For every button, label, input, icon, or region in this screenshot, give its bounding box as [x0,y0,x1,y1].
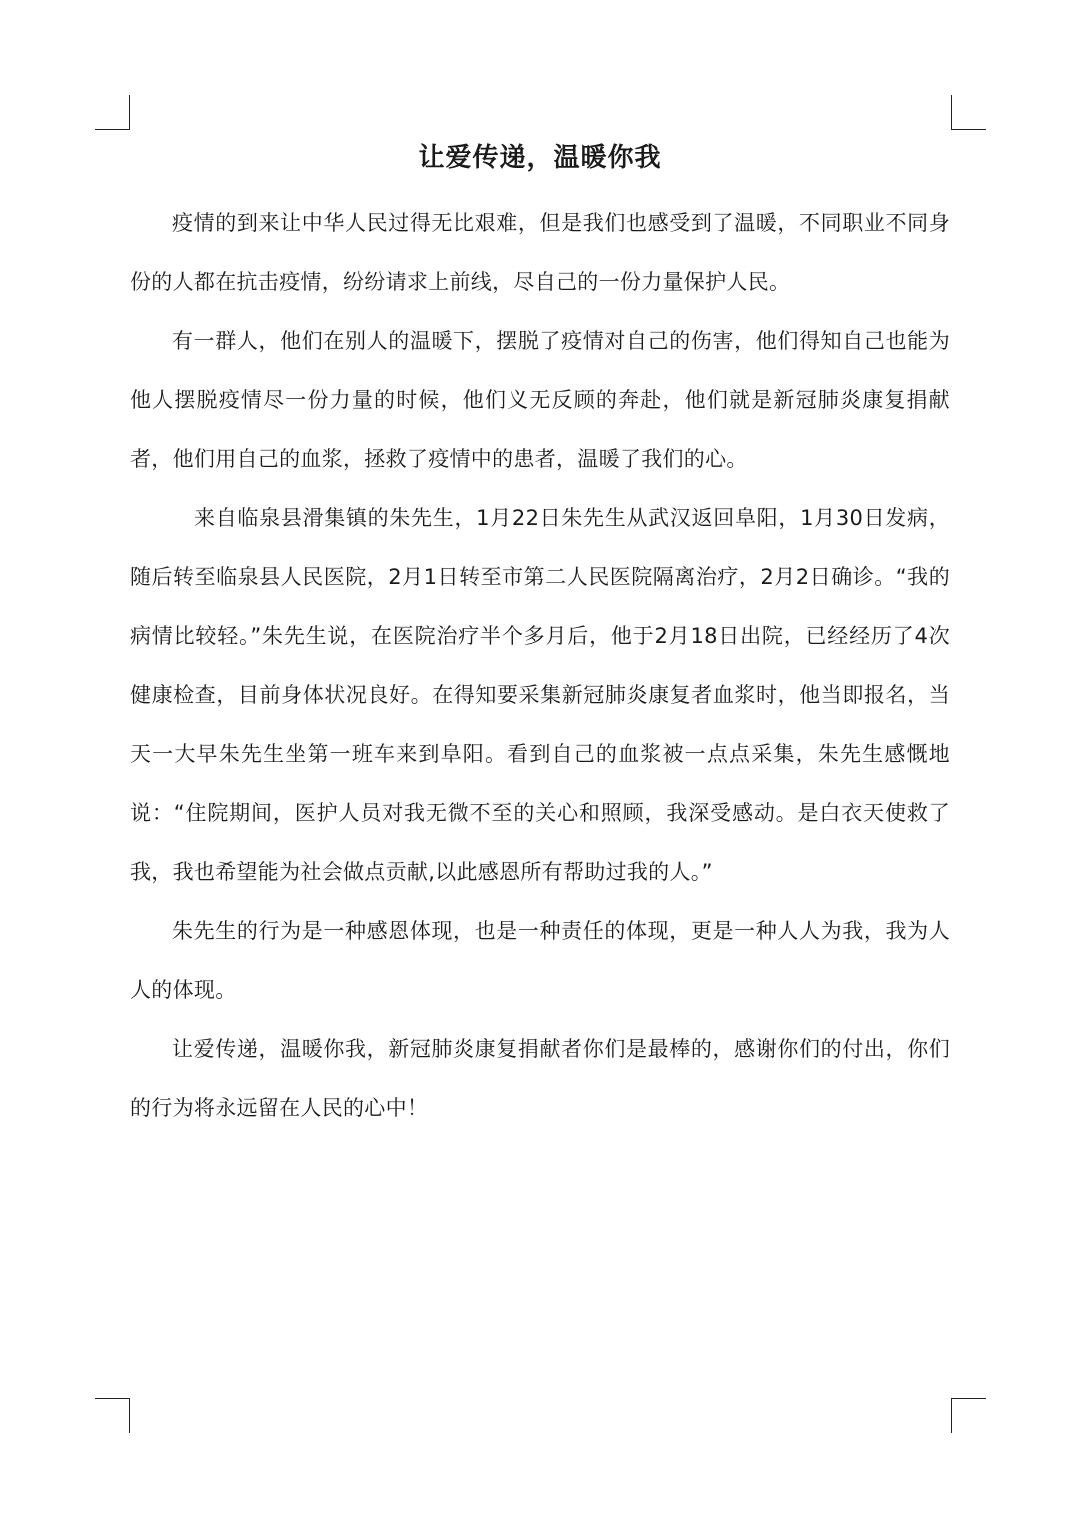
paragraph-2: 有一群人，他们在别人的温暖下，摆脱了疫情对自己的伤害，他们得知自己也能为他人摆脱疫情尽一份力量的时候，他们义无反顾的奔赴，他们就是新冠肺炎康复捐献者，他们用自己的血浆，拯救了疫情中的患者，温暖了我们的心。 [130,329,950,471]
crop-mark-top-left [95,95,130,130]
document-body [130,136,950,1138]
crop-mark-top-right [951,95,986,130]
paragraph-1: 疫情的到来让中华人民过得无比艰难，但是我们也感受到了温暖，不同职业不同身份的人都在抗击疫情，纷纷请求上前线，尽自己的一份力量保护人民。 [130,211,950,294]
paragraph-4: 朱先生的行为是一种感恩体现，也是一种责任的体现，更是一种人人为我，我为人人的体现。 [130,919,950,1002]
paragraph-5: 让爱传递，温暖你我，新冠肺炎康复捐献者你们是最棒的，感谢你们的付出，你们的行为将永远留在人民的心中！ [130,1037,950,1120]
crop-mark-bottom-left [95,1398,130,1433]
document-title: 让爱传递，温暖你我 [418,143,662,173]
paragraph-3: 来自临泉县滑集镇的朱先生，1月22日朱先生从武汉返回阜阳，1月30日发病，随后转至临泉县人民医院，2月1日转至市第二人民医院隔离治疗，2月2日确诊。“我的病情比较轻。”朱先生说，在医院治疗半个多月后，他于2月18日出院，已经经历了4次健康检查，目前身体状况良好。在得知要采集新冠肺炎康复者血浆时，他当即报名，当天一大早朱先生坐第一班车来到阜阳。看到自己的血浆被一点点采集，朱先生感慨地说：“住院期间，医护人员对我无微不至的关心和照顾，我深受感动。是白衣天使救了我，我也希望能为社会做点贡献,以此感恩所有帮助过我的人。” [130,506,950,884]
crop-mark-bottom-right [951,1398,986,1433]
